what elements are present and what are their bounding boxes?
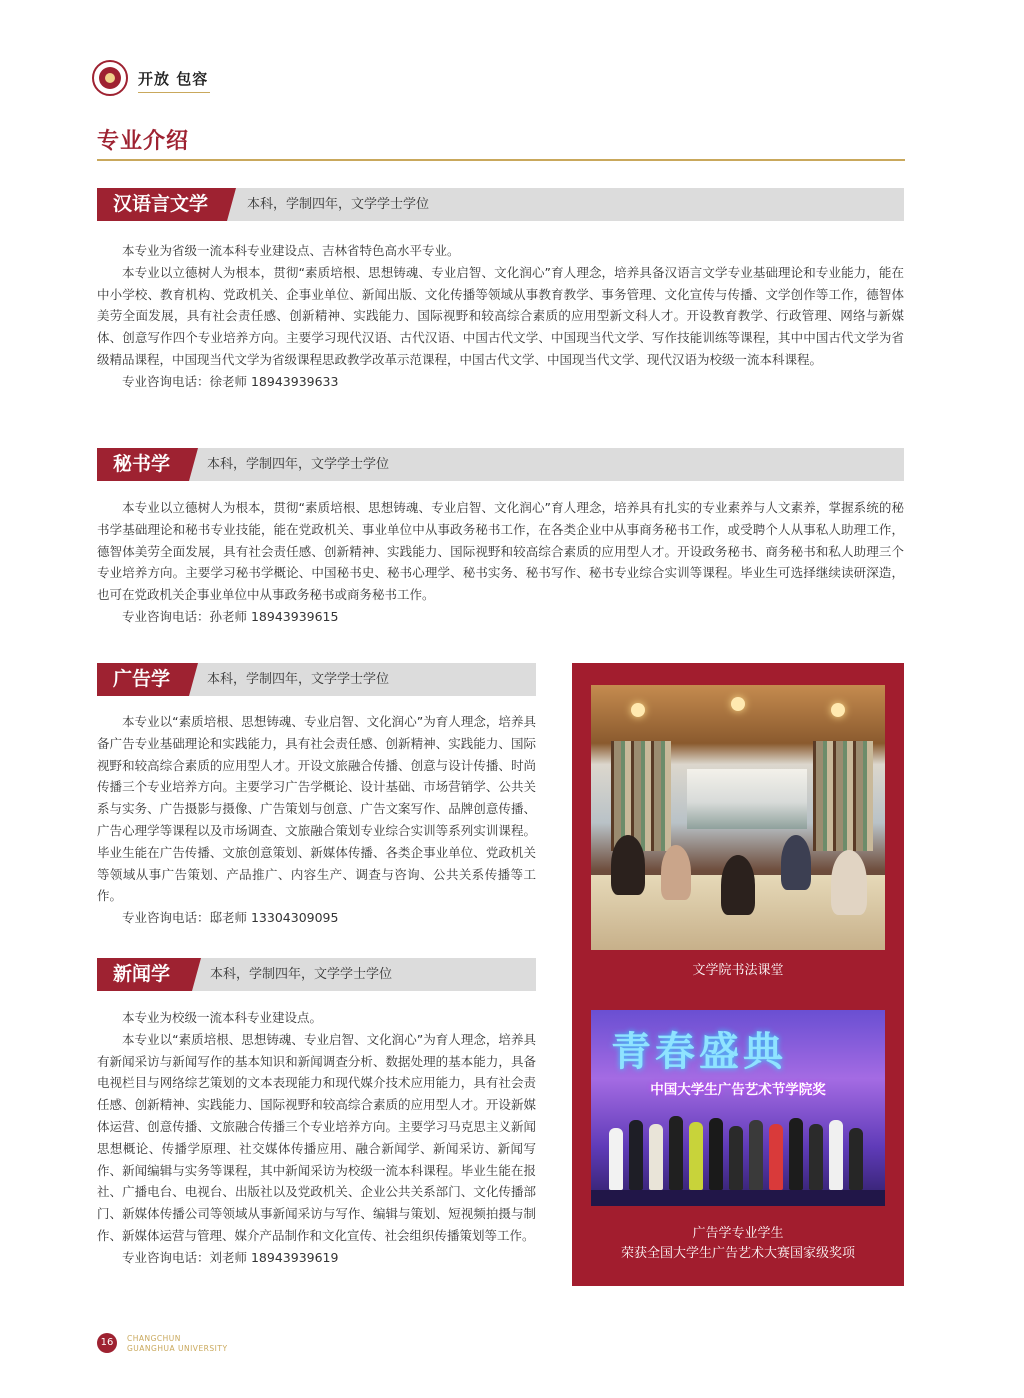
caption-line: 荣获全国大学生广告艺术大赛国家级奖项 (620, 1246, 855, 1261)
paragraph: 本专业以“素质培根、思想铸魂、专业启智、文化润心”为育人理念，培养具备广告专业基础理论和实践能力，具有社会责任感、创新精神、实践能力、国际视野和较高综合素质的应用型人才。开设文旅融合传播、创意与设计传播、时尚传播三个专业培养方向。主要学习广告学概论、设计基础、市场营销学、公共关系与实务、广告摄影与摄像、广告策划与创意、广告文案写作、品牌创意传播、广告心理学等课程以及市场调查、文旅融合策划专业综合实训等系列实训课程。毕业生能在广告传播、文旅创意策划、新媒体传播、各类企事业单位、党政机关等领域从事广告策划、产品推广、内容生产、调查与咨询、公共关系传播等工作。 (97, 714, 536, 904)
group-of-people (601, 1110, 875, 1190)
person-shape (661, 845, 691, 900)
caption-line: 广告学专业学生 (692, 1226, 784, 1241)
major-meta: 本科，学制四年，文学学士学位 (207, 457, 390, 472)
major-name: 秘书学 (97, 448, 189, 481)
major-bar-secretary (97, 448, 904, 481)
university-name (127, 1334, 228, 1354)
paragraph: 本专业以立德树人为根本，贯彻“素质培根、思想铸魂、专业启智、文化润心”育人理念，培养具有扎实的专业素养与人文素养，掌握系统的秘书学基础理论和秘书专业技能，能在党政机关、事业单位中从事政务秘书工作，在各类企业中从事商务秘书工作，或受聘个人从事私人助理工作，德智体美劳全面发展，具有社会责任感、创新精神、实践能力、国际视野和较高综合素质的应用型人才。开设政务秘书、商务秘书和私人助理三个专业培养方向。主要学习秘书学概论、中国秘书史、秘书心理学、秘书实务、秘书写作、秘书专业综合实训等课程。毕业生可选择继续读研深造，也可在党政机关企事业单位中从事政务秘书或商务秘书工作。 (97, 500, 904, 603)
person-shape (721, 855, 755, 915)
person-shape (749, 1120, 763, 1190)
person-shape (769, 1124, 783, 1190)
person-shape (629, 1120, 643, 1190)
person-shape (649, 1124, 663, 1190)
paragraph: 本专业以“素质培根、思想铸魂、专业启智、文化润心”为育人理念，培养具有新闻采访与新闻写作的基本知识和新闻调查分析、数据处理的基本能力，具备电视栏目与网络综艺策划的文本表现能力和现代媒介技术应用能力，具有社会责任感、创新精神、实践能力、国际视野和较高综合素质的应用型人才。开设新媒体运营、创意传播、文旅融合传播三个专业培养方向。主要学习马克思主义新闻思想概论、传播学原理、社交媒体传播应用、融合新闻学、新闻采访、新闻写作、新闻编辑与实务等课程，其中新闻采访为校级一流本科课程。毕业生能在报社、广播电台、电视台、出版社以及党政机关、企业公共关系部门、文化传播部门、新媒体传播公司等领域从事新闻采访与写作、编辑与策划、短视频拍摄与制作、新媒体运营与管理、媒介产品制作和文化宣传、社会组织传播策划等工作。 (97, 1031, 536, 1243)
title-divider (97, 159, 905, 161)
person-shape (849, 1128, 863, 1190)
person-shape (669, 1116, 683, 1190)
header-underline (138, 92, 210, 93)
paragraph: 本专业为省级一流本科专业建设点、吉林省特色高水平专业。 (122, 243, 460, 258)
award-ceremony-photo (591, 1010, 885, 1206)
major-description-secretary (97, 497, 904, 628)
person-shape (689, 1122, 703, 1190)
lamp-icon (731, 697, 745, 711)
major-description-advertising (97, 711, 536, 929)
contact-phone: 专业咨询电话：刘老师 18943939619 (122, 1249, 339, 1265)
contact-phone: 专业咨询电话：孙老师 18943939615 (122, 608, 339, 624)
paragraph: 本专业为校级一流本科专业建设点。 (122, 1010, 323, 1025)
page-header (92, 60, 210, 96)
landscape-mural-shape (687, 769, 807, 829)
person-shape (781, 835, 811, 890)
major-description-journalism (97, 1007, 536, 1269)
person-shape (609, 1128, 623, 1190)
lamp-icon (831, 703, 845, 717)
event-title: 青春盛典 (611, 1028, 787, 1075)
header-slogan: 开放 包容 (138, 70, 209, 88)
major-meta: 本科，学制四年，文学学士学位 (247, 197, 430, 212)
major-description-chinese (97, 240, 904, 393)
person-shape (729, 1126, 743, 1190)
photo-caption-calligraphy: 文学院书法课堂 (692, 963, 784, 978)
major-name: 新闻学 (97, 958, 192, 991)
person-shape (829, 1120, 843, 1190)
university-line: CHANGCHUN (127, 1334, 181, 1343)
university-line: GUANGHUA UNIVERSITY (127, 1344, 228, 1353)
lamp-icon (631, 703, 645, 717)
major-name: 广告学 (97, 663, 189, 696)
major-meta: 本科，学制四年，文学学士学位 (207, 672, 390, 687)
person-shape (831, 850, 867, 915)
page-title: 专业介绍 (97, 129, 190, 154)
event-banner: 中国大学生广告艺术节学院奖 (650, 1082, 826, 1098)
major-meta: 本科，学制四年，文学学士学位 (210, 967, 393, 982)
person-shape (789, 1118, 803, 1190)
person-shape (809, 1124, 823, 1190)
bookshelf-shape (611, 741, 671, 851)
person-shape (611, 835, 645, 895)
contact-phone: 专业咨询电话：邸老师 13304309095 (122, 910, 339, 926)
bookshelf-shape (813, 741, 873, 851)
paragraph: 本专业以立德树人为根本，贯彻“素质培根、思想铸魂、专业启智、文化润心”育人理念，培养具备汉语言文学专业基础理论和专业能力，能在中小学校、教育机构、党政机关、企事业单位、新闻出版、文化传播等领域从事教育教学、事务管理、文化宣传与传播、文学创作等工作，德智体美劳全面发展，具有社会责任感、创新精神、实践能力、国际视野和较高综合素质的应用型新文科人才。开设教育教学、行政管理、网络与新媒体、创意写作四个专业培养方向。主要学习现代汉语、古代汉语、中国古代文学、中国现当代文学、写作技能训练等课程，其中中国古代文学为省级精品课程，中国现当代文学为省级课程思政教学改革示范课程，中国古代文学、中国现当代文学、现代汉语为校级一流本科课程。 (97, 264, 904, 367)
university-logo (92, 60, 128, 96)
person-shape (709, 1118, 723, 1190)
major-bar-journalism (97, 958, 536, 991)
major-bar-chinese (97, 188, 904, 221)
event-footer-strip (591, 1190, 885, 1206)
photo-caption-award (572, 1224, 904, 1264)
calligraphy-class-photo (591, 685, 885, 950)
contact-phone: 专业咨询电话：徐老师 18943939633 (122, 373, 339, 389)
photo-panel (572, 663, 904, 1286)
major-bar-advertising (97, 663, 536, 696)
page-number: 16 (97, 1333, 117, 1353)
major-name: 汉语言文学 (97, 188, 227, 221)
